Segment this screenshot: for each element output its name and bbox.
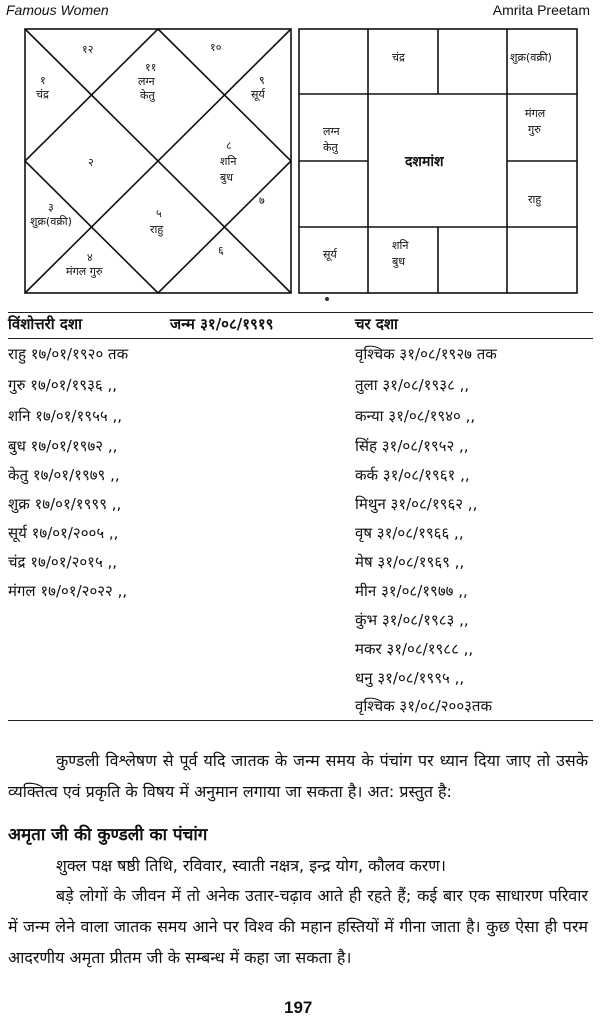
rashi-house-8-number: ८ [226, 139, 232, 152]
chara-dasha-row: कर्क ३१/०८/१९६१ ,, [355, 466, 470, 484]
vimshottari-row: सूर्य १७/०१/२००५ ,, [8, 524, 119, 542]
vimshottari-row: शनि १७/०१/१९५५ ,, [8, 407, 122, 425]
panchang-details: शुक्ल पक्ष षष्ठी तिथि, रविवार, स्वाती नक्षत्र, इन्द्र योग, कौलव करण। [56, 856, 446, 875]
birth-date-heading: जन्म ३१/०८/१९१९ [170, 315, 274, 333]
dashamsha-box-jupiter: गुरु [528, 123, 541, 136]
panchang-heading: अमृता जी की कुण्डली का पंचांग [8, 825, 208, 845]
rashi-chart [24, 28, 292, 294]
dasha-bottom-rule [8, 720, 593, 721]
rashi-house-7: ७ [259, 194, 265, 207]
vimshottari-row: राहु १७/०१/१९२० तक [8, 345, 129, 363]
vimshottari-row: मंगल १७/०१/२०२२ ,, [8, 582, 128, 600]
rashi-chart-lines [25, 29, 291, 293]
chara-dasha-row: कन्या ३१/०८/१९४० ,, [355, 407, 476, 425]
vimshottari-row: केतु १७/०१/१९७९ ,, [8, 466, 120, 484]
rashi-house-3-venus-retro: शुक्र(वक्री) [30, 215, 72, 228]
rashi-house-4-mars-jupiter: मंगल गुरु [66, 265, 103, 278]
dashamsha-box-saturn: शनि [392, 239, 409, 252]
rashi-house-9-number: ९ [259, 74, 265, 87]
rashi-house-2: २ [88, 156, 94, 169]
running-header-subject: Amrita Preetam [492, 2, 590, 18]
separator-dot [325, 297, 329, 301]
vimshottari-heading: विंशोत्तरी दशा [8, 315, 82, 333]
biography-paragraph: बड़े लोगों के जीवन में तो अनेक उतार-चढ़ाव आते ही रहते हैं; कई बार एक साधारण परिवार में जन्म लेने वाला जातक समय आने पर विश्व की महान हस्तियों में गीना जाता है। कुछ ऐसा ही परम आदरणीय अमृता प्रीतम जी के सम्बन्ध में कहा जा सकता है। [8, 886, 588, 967]
rashi-house-11-ketu: केतु [140, 89, 155, 102]
rashi-house-5-number: ५ [156, 207, 162, 220]
rashi-house-6: ६ [218, 244, 224, 257]
chara-dasha-row: मिथुन ३१/०८/१९६२ ,, [355, 495, 478, 513]
dashamsha-box-mercury: बुध [392, 255, 406, 268]
rashi-house-11-number: ११ [145, 61, 157, 74]
rashi-house-1-moon: चंद्र [36, 88, 49, 101]
dashamsha-box-venus-retro: शुक्र(वक्री) [510, 51, 552, 64]
rashi-house-8-saturn: शनि [220, 155, 237, 168]
rashi-house-10: १० [210, 41, 222, 54]
chara-dasha-row: धनु ३१/०८/१९९५ ,, [355, 669, 465, 687]
rashi-house-4-number: ४ [87, 251, 93, 264]
dashamsha-box-moon: चंद्र [392, 51, 405, 64]
rashi-house-9-sun: सूर्य [251, 88, 265, 101]
vimshottari-row: शुक्र १७/०१/१९९९ ,, [8, 495, 122, 513]
rashi-house-11-ascendant: लग्न [138, 75, 155, 88]
rashi-house-1-number: १ [40, 74, 46, 87]
rashi-house-5-rahu: राहु [150, 223, 164, 236]
chara-dasha-row: मेष ३१/०८/१९६९ ,, [355, 553, 465, 571]
rashi-house-12: १२ [82, 43, 94, 56]
vimshottari-row: चंद्र १७/०१/२०१५ ,, [8, 553, 118, 571]
dasha-top-rule [8, 312, 593, 313]
intro-paragraph: कुण्डली विश्लेषण से पूर्व यदि जातक के जन्म समय के पंचांग पर ध्यान दिया जाए तो उसके व्यक्तित्व एवं प्रकृति के विषय में अनुमान लगाया जा सकता है। अत: प्रस्तुत है: [8, 751, 588, 801]
rashi-house-8-mercury: बुध [220, 171, 234, 184]
dashamsha-box-ketu: केतु [323, 141, 338, 154]
page-number: 197 [284, 998, 313, 1017]
chara-dasha-row: वृश्चिक ३१/०८/१९२७ तक [355, 345, 497, 363]
dasha-heading-rule [8, 338, 593, 339]
dashamsha-box-ascendant: लग्न [323, 125, 340, 138]
chara-dasha-row: वृश्चिक ३१/०८/२००३तक [355, 697, 492, 715]
rashi-house-3-number: ३ [48, 201, 54, 214]
dashamsha-box-sun: सूर्य [323, 248, 337, 261]
dashamsha-box-rahu: राहु [528, 193, 542, 206]
vimshottari-row: बुध १७/०१/१९७२ ,, [8, 437, 118, 455]
chara-dasha-row: कुंभ ३१/०८/१९८३ ,, [355, 611, 469, 629]
chara-dasha-row: तुला ३१/०८/१९३८ ,, [355, 376, 470, 394]
running-header-book-title: Famous Women [6, 2, 109, 18]
dashamsha-box-mars: मंगल [525, 107, 546, 120]
dashamsha-title: दशमांश [405, 154, 444, 170]
chara-dasha-heading: चर दशा [355, 315, 398, 333]
chara-dasha-row: वृष ३१/०८/१९६६ ,, [355, 524, 464, 542]
chara-dasha-row: मीन ३१/०८/१९७७ ,, [355, 582, 468, 600]
chara-dasha-row: मकर ३१/०८/१९८८ ,, [355, 640, 474, 658]
chara-dasha-row: सिंह ३१/०८/१९५२ ,, [355, 437, 469, 455]
vimshottari-row: गुरु १७/०१/१९३६ ,, [8, 376, 117, 394]
